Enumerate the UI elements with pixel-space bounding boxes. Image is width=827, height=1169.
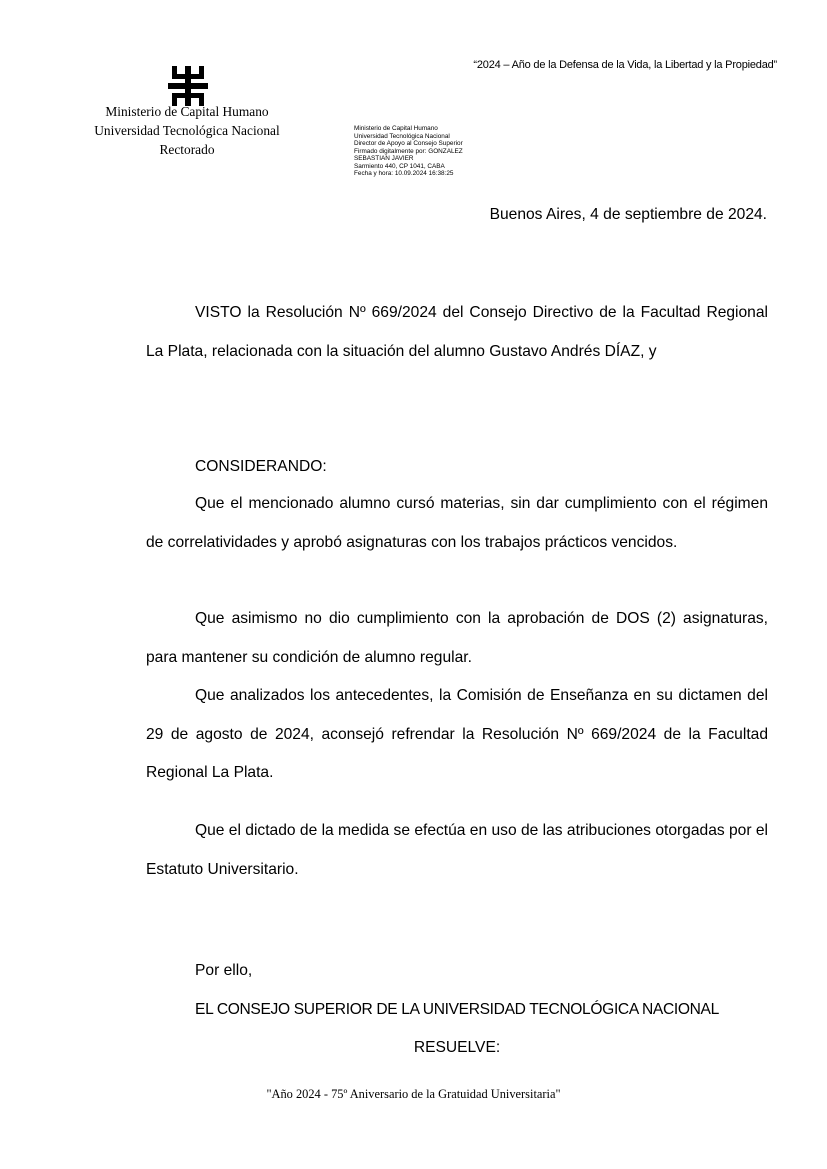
footer-motto: "Año 2024 - 75º Aniversario de la Gratuidad Universitaria" (266, 1087, 561, 1101)
utn-logo-icon (168, 66, 208, 106)
place-date: Buenos Aires, 4 de septiembre de 2024. (489, 206, 767, 223)
considerando-paragraph-3 (146, 677, 768, 793)
signature-line: SEBASTIAN JAVIER (354, 155, 414, 162)
signature-line: Director de Apoyo al Consejo Superior (354, 140, 463, 147)
council-name: EL CONSEJO SUPERIOR DE LA UNIVERSIDAD TECNOLÓGICA NACIONAL (195, 1001, 719, 1018)
institution-university: Universidad Tecnológica Nacional (94, 123, 280, 138)
visto-paragraph (146, 294, 768, 371)
institution-header (76, 102, 298, 159)
visto-text: VISTO la Resolución Nº 669/2024 del Consejo Directivo de la Facultad Regional La Plata, relacionada con la situación del alumno Gustavo Andrés DÍAZ, y (146, 304, 768, 360)
considerando-text-3: Que analizados los antecedentes, la Comisión de Enseñanza en su dictamen del 29 de agosto de 2024, aconsejó refrendar la Resolución Nº 669/2024 de la Facultad Regional La Plata. (146, 687, 768, 781)
signature-line: Universidad Tecnológica Nacional (354, 132, 450, 140)
signature-line: Sarmiento 440, CP 1041, CABA (354, 162, 445, 170)
considerando-text-1: Que el mencionado alumno cursó materias, sin dar cumplimiento con el régimen de correlatividades y aprobó asignaturas con los trabajos prácticos vencidos. (146, 495, 768, 551)
institution-ministry: Ministerio de Capital Humano (105, 104, 269, 119)
institution-rectorado: Rectorado (159, 142, 215, 157)
considerando-paragraph-4 (146, 812, 768, 889)
signature-line: Ministerio de Capital Humano (354, 125, 438, 132)
resuelve-heading: RESUELVE: (413, 1039, 501, 1056)
considerando-text-4: Que el dictado de la medida se efectúa en uso de las atribuciones otorgadas por el Estatuto Universitario. (146, 822, 769, 878)
considerando-heading: CONSIDERANDO: (195, 458, 327, 475)
considerando-paragraph-2 (146, 600, 768, 677)
year-motto: “2024 – Año de la Defensa de la Vida, la Libertad y la Propiedad” (473, 59, 777, 71)
considerando-paragraph-1 (146, 485, 768, 562)
por-ello: Por ello, (195, 962, 253, 979)
signature-line: Firmado digitalmente por: GONZALEZ (354, 147, 463, 155)
digital-signature-stamp (354, 125, 463, 178)
signature-line: Fecha y hora: 10.09.2024 16:38:25 (354, 170, 454, 177)
considerando-text-2: Que asimismo no dio cumplimiento con la aprobación de DOS (2) asignaturas, para mantener su condición de alumno regular. (146, 610, 768, 666)
